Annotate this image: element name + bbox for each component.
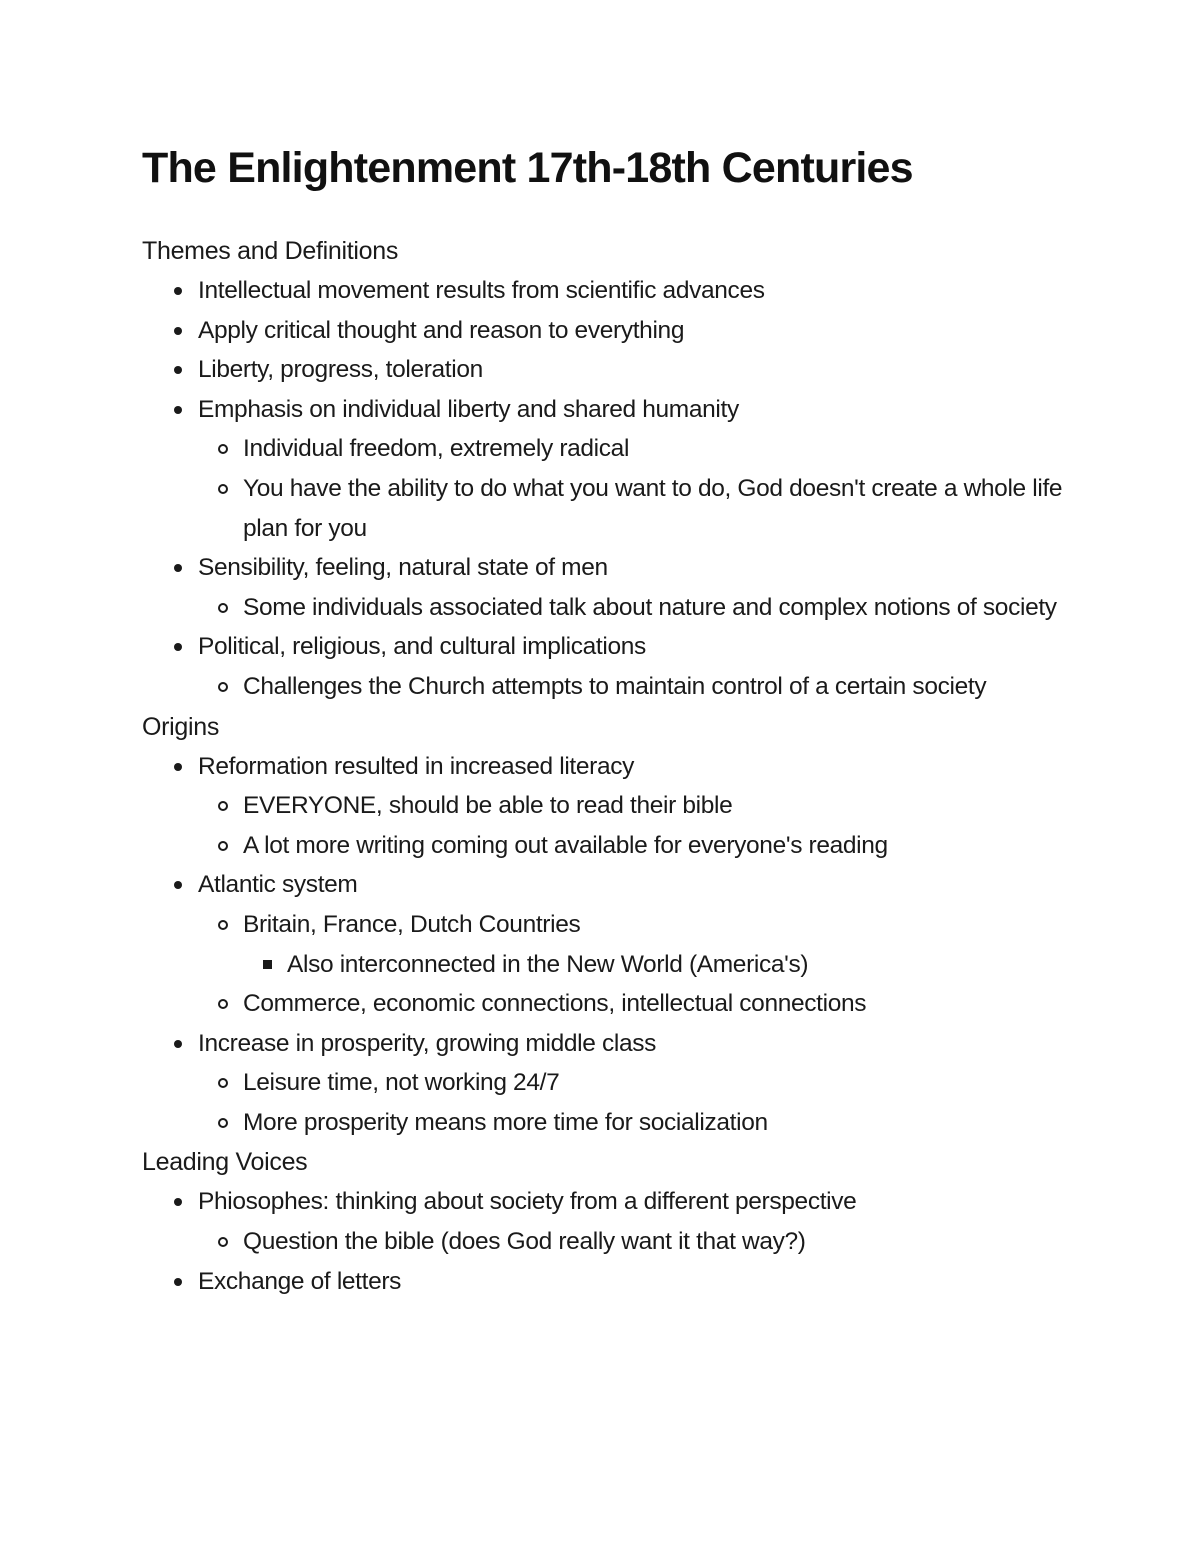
- section-heading: Leading Voices: [142, 1148, 308, 1177]
- list-item-text: Intellectual movement results from scientific advances: [198, 277, 765, 304]
- sub-bullet-list: [142, 667, 1072, 707]
- sub-bullet-list: [142, 588, 1072, 628]
- list-item-text: Reformation resulted in increased literacy: [198, 752, 635, 780]
- list-item-text: Individual freedom, extremely radical: [243, 435, 630, 463]
- bullet-disc-icon: [174, 643, 182, 651]
- document-title: The Enlightenment 17th-18th Centuries: [142, 144, 913, 192]
- list-item-text: Some individuals associated talk about nature and complex notions of society: [243, 593, 1057, 621]
- sub-list-item: [198, 786, 1072, 826]
- sub-list-item: [198, 588, 1072, 628]
- list-item: [142, 1182, 1072, 1261]
- sub-list-item: [198, 984, 1072, 1024]
- sub-list-item: [198, 1063, 1072, 1103]
- section-leading-voices: [142, 1142, 1072, 1301]
- list-item: [142, 350, 1072, 390]
- bullet-disc-icon: [174, 1040, 182, 1048]
- list-item-text: Phiosophes: thinking about society from a different perspective: [198, 1188, 857, 1216]
- list-item-text: Apply critical thought and reason to everything: [198, 316, 685, 344]
- list-item-text: Commerce, economic connections, intellectual connections: [243, 990, 867, 1018]
- sub-list-item: [198, 469, 1072, 548]
- sub-list-item: [198, 905, 1072, 984]
- list-item-text: Emphasis on individual liberty and shared humanity: [198, 395, 739, 423]
- bullet-circle-icon: [218, 920, 228, 930]
- bullet-square-icon: [263, 960, 272, 969]
- list-item-text: Increase in prosperity, growing middle class: [198, 1029, 657, 1057]
- bullet-circle-icon: [218, 1118, 228, 1128]
- bullet-disc-icon: [174, 327, 182, 335]
- sub-list-item: [198, 1222, 1072, 1262]
- list-item-text: Political, religious, and cultural implications: [198, 633, 646, 661]
- sub-bullet-list: [142, 1063, 1072, 1142]
- list-item: [142, 865, 1072, 1023]
- list-item-text: EVERYONE, should be able to read their bible: [243, 792, 733, 820]
- bullet-disc-icon: [174, 881, 182, 889]
- section-heading: Origins: [142, 712, 220, 741]
- sub-list-item: [198, 667, 1072, 707]
- sub-bullet-list: [142, 1222, 1072, 1262]
- list-item: [142, 747, 1072, 866]
- list-item-text: Atlantic system: [198, 871, 358, 899]
- bullet-disc-icon: [174, 564, 182, 572]
- list-item-text: Also interconnected in the New World (America's): [287, 950, 809, 978]
- sub-list-item: [198, 1103, 1072, 1143]
- list-item-text: Leisure time, not working 24/7: [243, 1069, 560, 1097]
- list-item-text: Exchange of letters: [198, 1267, 402, 1295]
- list-item: [142, 390, 1072, 548]
- list-item: [142, 548, 1072, 627]
- list-item: [142, 271, 1072, 311]
- list-item-text: Sensibility, feeling, natural state of men: [198, 554, 608, 582]
- bullet-disc-icon: [174, 1278, 182, 1286]
- bullet-circle-icon: [218, 801, 228, 811]
- list-item-text: Liberty, progress, toleration: [198, 356, 483, 384]
- bullet-circle-icon: [218, 484, 228, 494]
- section-origins: [142, 707, 1072, 1143]
- bullet-circle-icon: [218, 999, 228, 1009]
- list-item-text: A lot more writing coming out available for everyone's reading: [243, 831, 888, 859]
- list-item: [142, 311, 1072, 351]
- sub-sub-bullet-list: [243, 945, 1072, 985]
- list-item-text: Britain, France, Dutch Countries: [243, 910, 581, 938]
- bullet-disc-icon: [174, 287, 182, 295]
- list-item-text: You have the ability to do what you want to do, God doesn't create a whole life plan for you: [243, 474, 1063, 542]
- list-item: [142, 1262, 1072, 1302]
- bullet-circle-icon: [218, 1078, 228, 1088]
- bullet-circle-icon: [218, 682, 228, 692]
- bullet-circle-icon: [218, 1237, 228, 1247]
- bullet-disc-icon: [174, 366, 182, 374]
- list-item-text: Challenges the Church attempts to maintain control of a certain society: [243, 672, 987, 700]
- bullet-disc-icon: [174, 763, 182, 771]
- list-item-text: More prosperity means more time for socialization: [243, 1108, 768, 1136]
- bullet-list: [142, 747, 1072, 1143]
- bullet-circle-icon: [218, 603, 228, 613]
- sub-sub-list-item: [243, 945, 1072, 985]
- list-item: [142, 1024, 1072, 1143]
- sub-bullet-list: [142, 905, 1072, 1024]
- bullet-list: [142, 1182, 1072, 1301]
- sub-list-item: [198, 826, 1072, 866]
- bullet-circle-icon: [218, 444, 228, 454]
- section-themes: [142, 231, 1072, 707]
- list-item-text: Question the bible (does God really want it that way?): [243, 1228, 806, 1256]
- bullet-disc-icon: [174, 406, 182, 414]
- document-body: [142, 231, 1072, 1301]
- bullet-circle-icon: [218, 841, 228, 851]
- sub-bullet-list: [142, 786, 1072, 865]
- sub-bullet-list: [142, 429, 1072, 548]
- sub-list-item: [198, 429, 1072, 469]
- list-item: [142, 627, 1072, 706]
- bullet-list: [142, 271, 1072, 707]
- section-heading: Themes and Definitions: [142, 237, 399, 265]
- bullet-disc-icon: [174, 1198, 182, 1206]
